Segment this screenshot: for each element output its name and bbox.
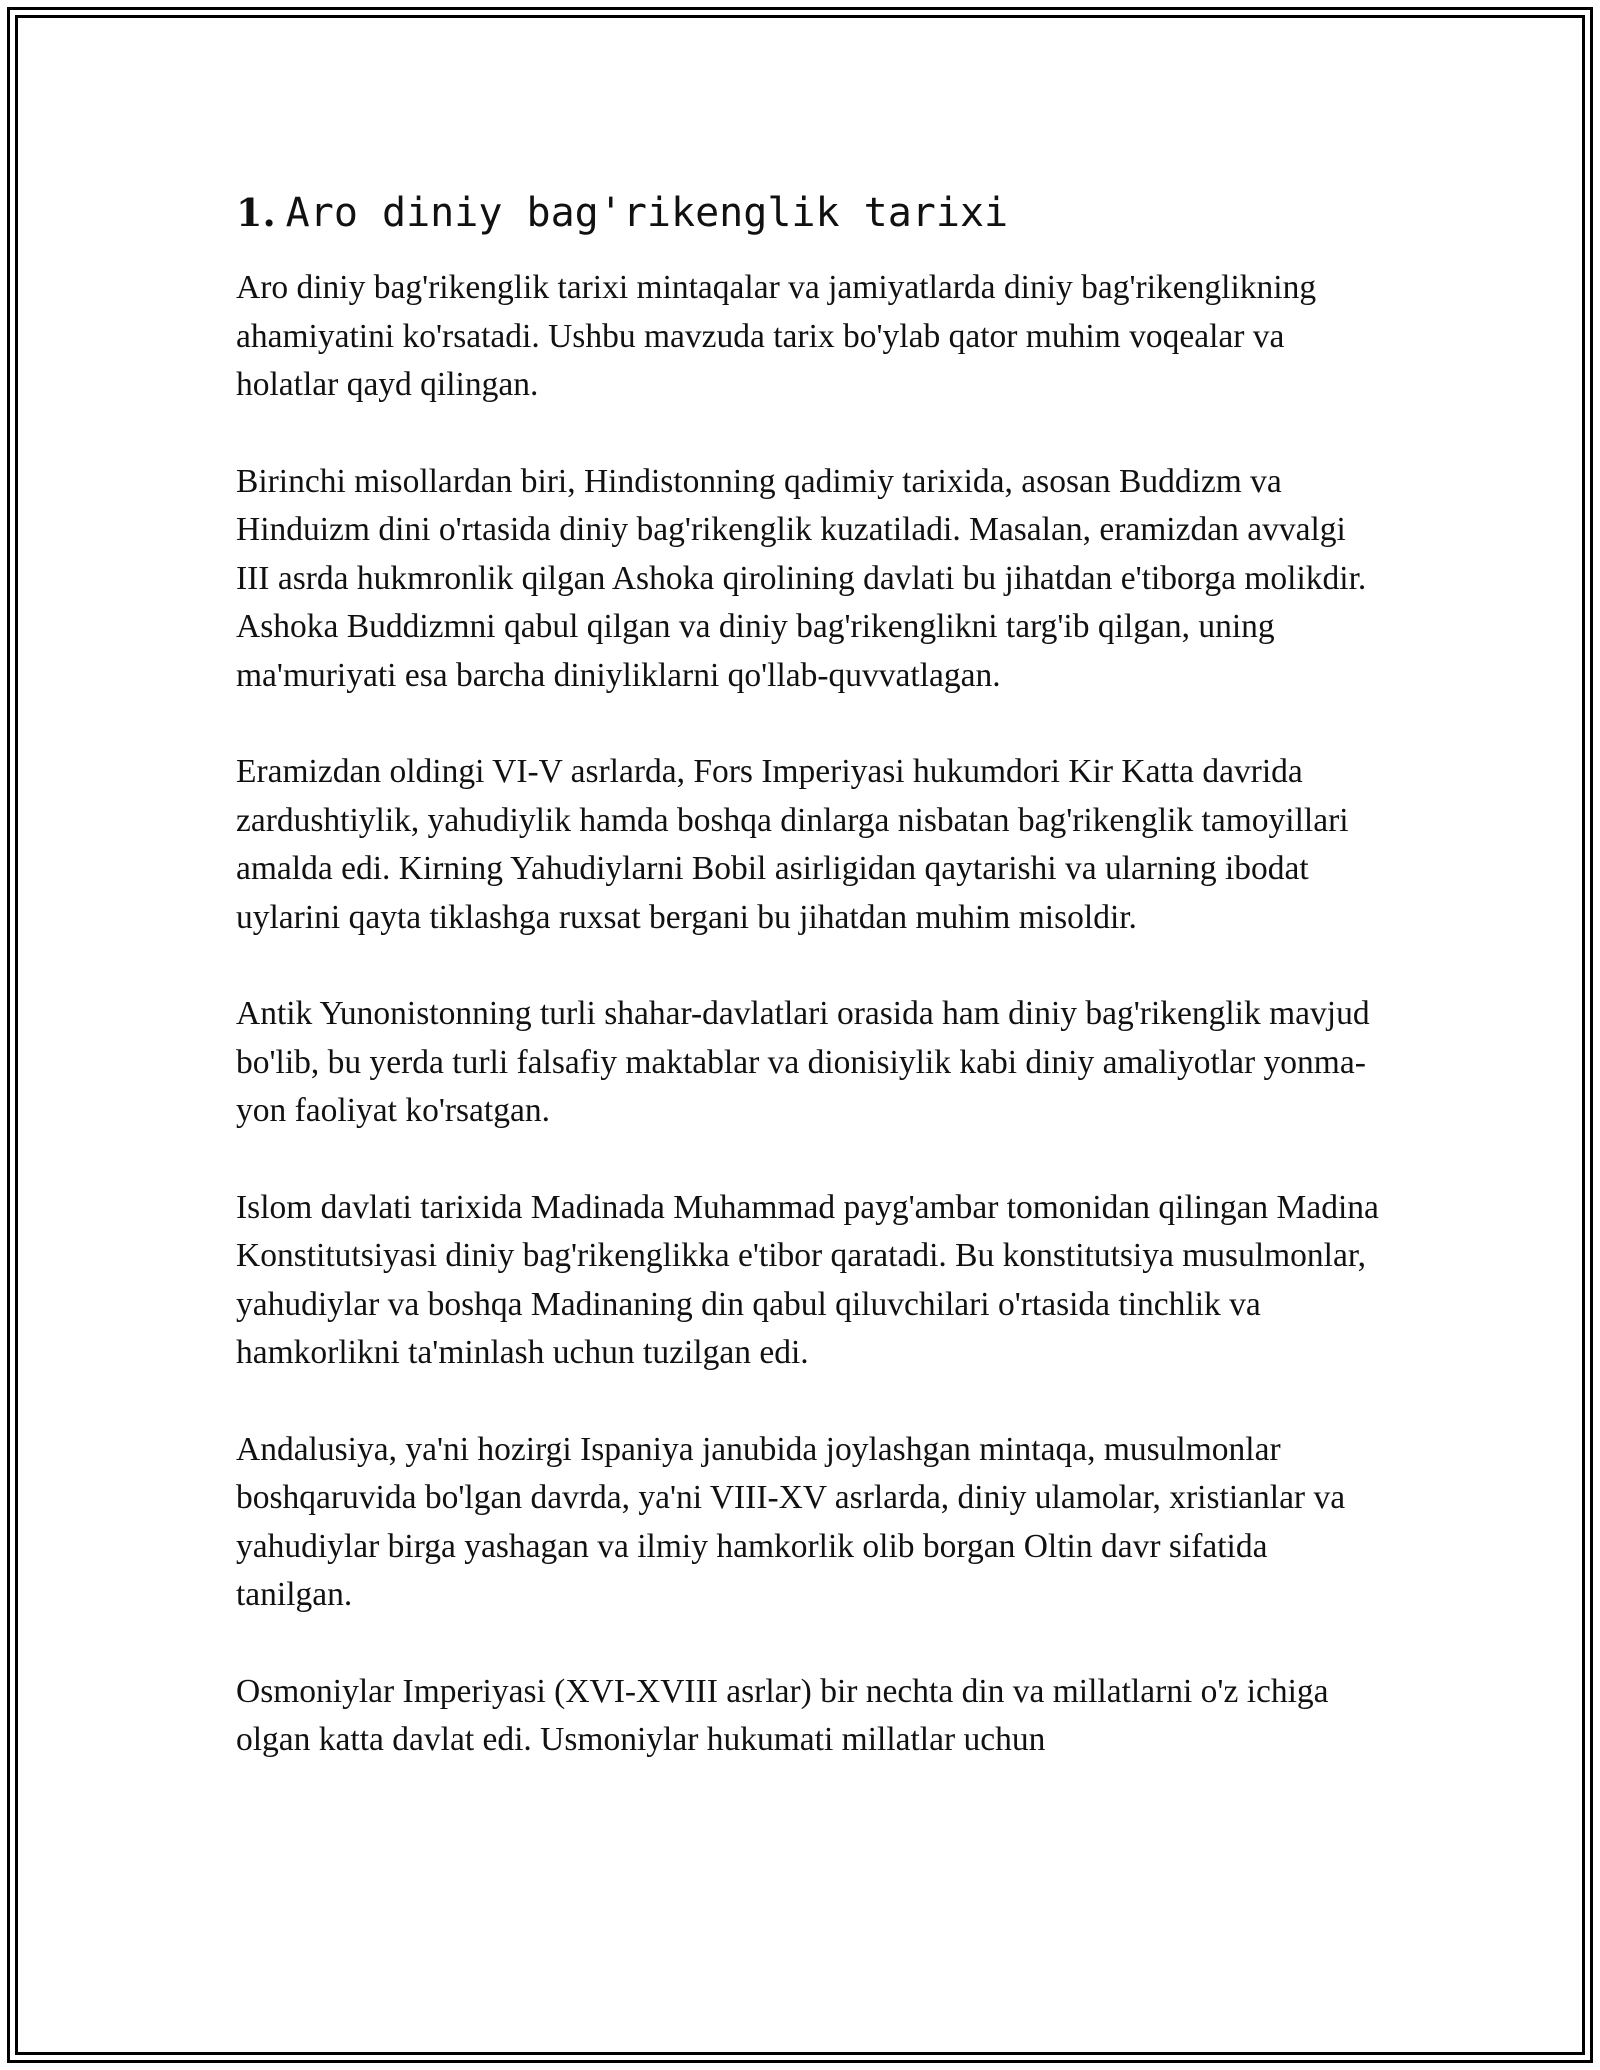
paragraph: Birinchi misollardan biri, Hindistonning qadimiy tarixida, asosan Buddizm va Hinduizm dini o'rtasida diniy bag'rikenglik kuzatiladi. Masalan, eramizdan avvalgi III asrda hukmronlik qilgan Ashoka qirolining davlati bu jihatdan e'tiborga molikdir. Ashoka Buddizmni qabul qilgan va diniy bag'rikenglikni targ'ib qilgan, uning ma'muriyati esa barcha diniyliklarni qo'llab-quvvatlagan.: [236, 462, 1367, 694]
paragraph: Eramizdan oldingi VI-V asrlarda, Fors Imperiyasi hukumdori Kir Katta davrida zardushtiylik, yahudiylik hamda boshqa dinlarga nisbatan bag'rikenglik tamoyillari amalda edi. Kirning Yahudiylarni Bobil asirligidan qaytarishi va ularning ibodat uylarini qayta tiklashga ruxsat bergani bu jihatdan muhim misoldir.: [236, 753, 1349, 936]
section-number: 1.: [236, 190, 276, 235]
section-heading: [236, 186, 1386, 240]
paragraph: Islom davlati tarixida Madinada Muhammad payg'ambar tomonidan qilingan Madina Konstitutsiyasi diniy bag'rikenglikka e'tibor qaratadi. Bu konstitutsiya musulmonlar, yahudiylar va boshqa Madinaning din qabul qiluvchilari o'rtasida tinchlik va hamkorlikni ta'minlash uchun tuzilgan edi.: [236, 1188, 1379, 1371]
paragraph: Andalusiya, ya'ni hozirgi Ispaniya janubida joylashgan mintaqa, musulmonlar boshqaruvida bo'lgan davrda, ya'ni VIII-XV asrlarda, diniy ulamolar, xristianlar va yahudiylar birga yashagan va ilmiy hamkorlik olib borgan Oltin davr sifatida tanilgan.: [236, 1430, 1346, 1613]
paragraph: Aro diniy bag'rikenglik tarixi mintaqalar va jamiyatlarda diniy bag'rikenglikning ahamiyatini ko'rsatadi. Ushbu mavzuda tarix bo'ylab qator muhim voqealar va holatlar qayd qilingan.: [236, 269, 1317, 403]
paragraph: Osmoniylar Imperiyasi (XVI-XVIII asrlar) bir nechta din va millatlarni o'z ichiga olgan katta davlat edi. Usmoniylar hukumati millatlar uchun: [236, 1672, 1329, 1758]
paragraph: Antik Yunonistonning turli shahar-davlatlari orasida ham diniy bag'rikenglik mavjud bo'lib, bu yerda turli falsafiy maktablar va dionisiylik kabi diniy amaliyotlar yonma-yon faoliyat ko'rsatgan.: [236, 995, 1370, 1129]
document-body: [236, 186, 1386, 1813]
section-title: Aro diniy bag'rikenglik tarixi: [285, 190, 1009, 236]
